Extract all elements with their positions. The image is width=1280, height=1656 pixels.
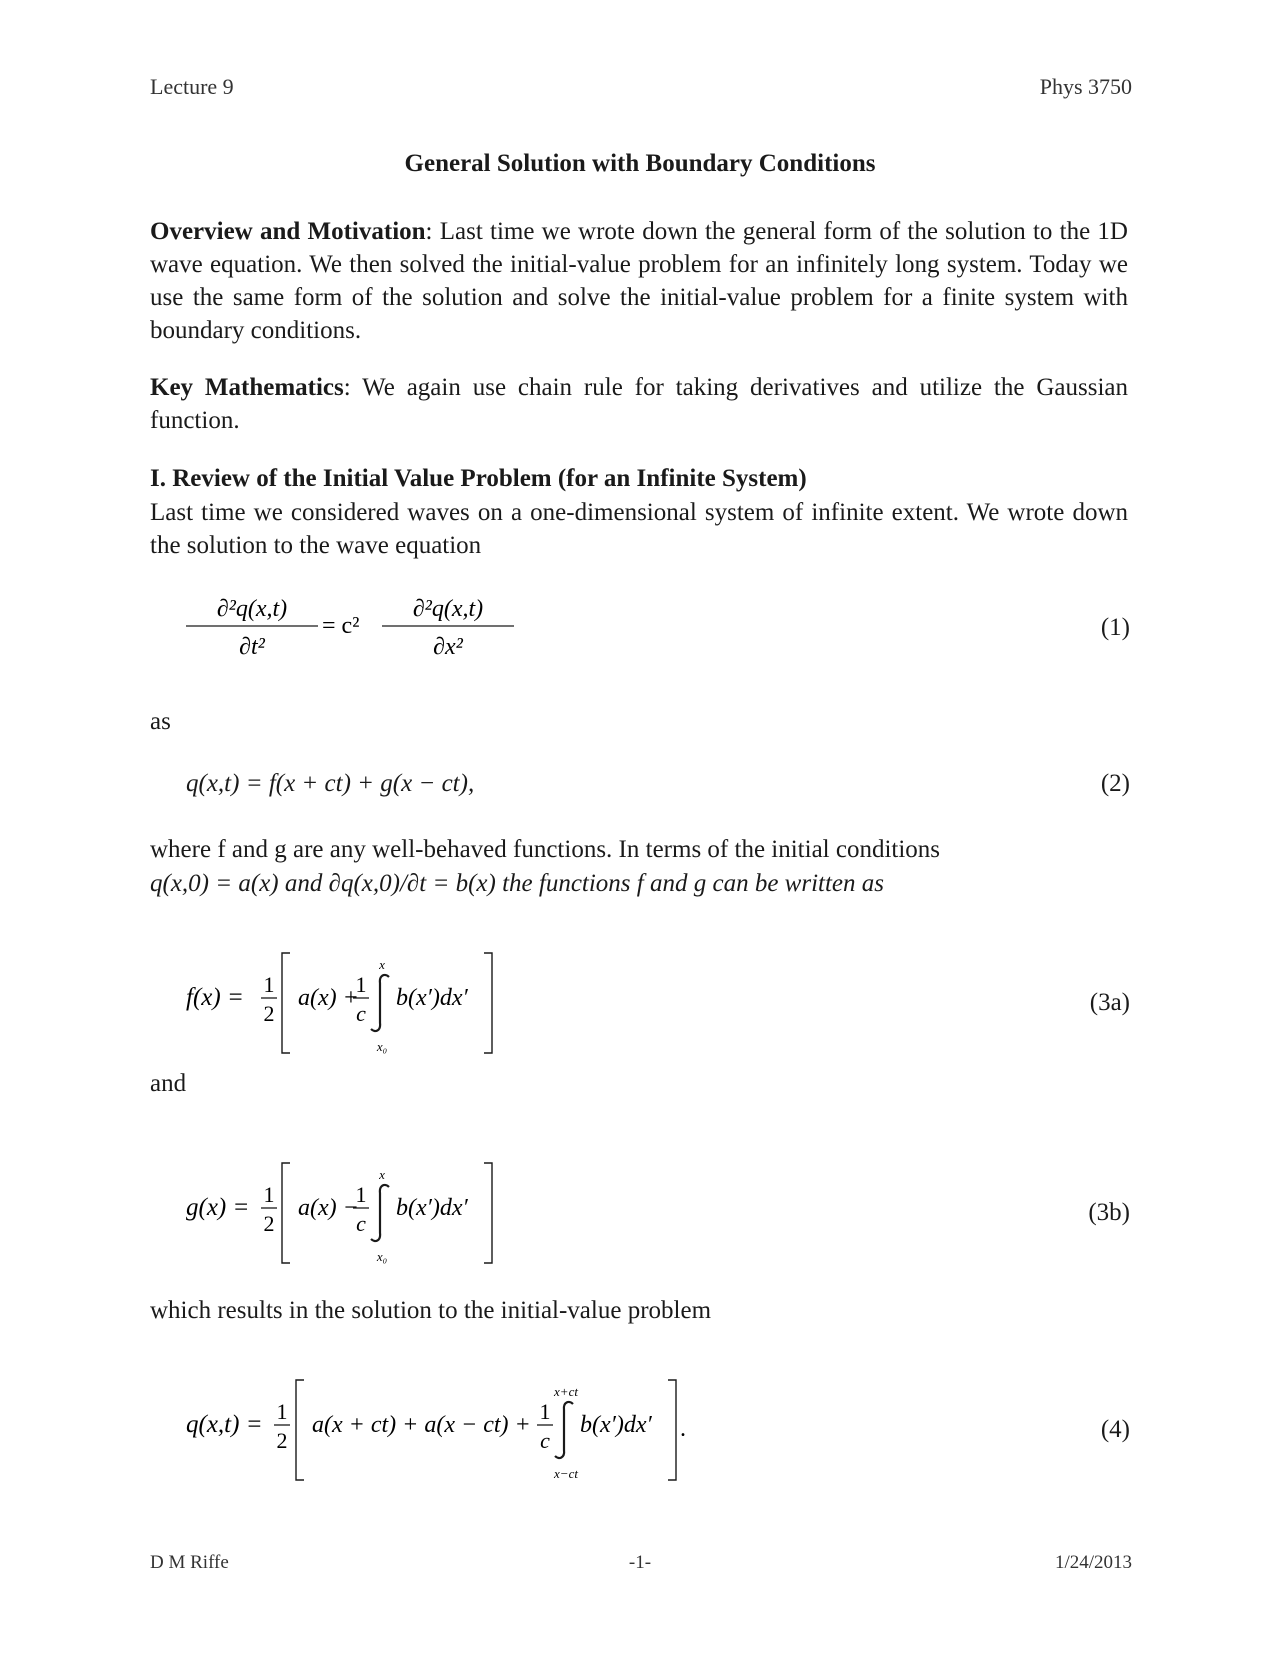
eq4-integral-sign [555,1402,573,1458]
eq3b-integrand: b(x′)dx′ [396,1195,468,1221]
equation-4 [0,1372,1280,1487]
eq4-lhs: q(x,t) = [186,1411,263,1438]
eq4-right-bracket [668,1380,676,1480]
equation-1-formula [180,586,680,676]
eq3b-upper-limit: x [379,1167,385,1182]
eq1-rhs-denominator: ∂x² [433,634,463,660]
eq3a-c-numerator: 1 [355,972,367,997]
eq3b-left-bracket [282,1163,290,1263]
eq3b-half-denominator: 2 [263,1211,275,1236]
overview-label: Overview and Motivation [150,218,426,245]
eq4-left-bracket [296,1380,304,1480]
equation-3b-number: (3b) [1088,1199,1130,1226]
eq3b-term: a(x) − [298,1195,359,1221]
eq1-lhs-denominator: ∂t² [239,634,265,660]
eq3a-integrand: b(x′)dx′ [396,985,468,1011]
equation-2-formula: q(x,t) = f(x + ct) + g(x − ct), [186,770,475,797]
eq3b-right-bracket [484,1163,492,1263]
key-math-paragraph [150,371,1128,437]
header-course: Phys 3750 [1039,74,1132,99]
eq3b-lower-limit: x₀ [376,1249,388,1264]
equation-3b [0,1155,1280,1270]
eq1-equals-c2: = c² [322,613,360,639]
footer-page-number: -1- [628,1552,652,1573]
eq3a-right-bracket [484,953,492,1053]
eq3a-left-bracket [282,953,290,1053]
equation-3b-formula [186,1155,746,1270]
text-initial-conditions: q(x,0) = a(x) and ∂q(x,0)/∂t = b(x) the functions f and g can be written as [150,870,884,897]
eq3b-integral-sign [371,1185,389,1241]
equation-3a-number: (3a) [1089,989,1130,1016]
equation-4-number: (4) [1100,1416,1130,1443]
equation-3a-formula [186,945,746,1060]
eq3b-c-numerator: 1 [355,1182,367,1207]
eq1-rhs-numerator: ∂²q(x,t) [412,596,484,622]
eq4-lower-limit: x−ct [554,1466,578,1481]
key-math-text: : We again use chain rule for taking derivatives and utilize the Gaussian function. [150,374,1128,434]
equation-4-formula [186,1372,806,1487]
section-1-heading: I. Review of the Initial Value Problem (for an Infinite System) [150,465,807,492]
text-results: which results in the solution to the initial-value problem [150,1297,712,1324]
text-where: where f and g are any well-behaved functions. In terms of the initial conditions [150,836,941,863]
text-as: as [150,708,171,735]
eq3a-half-denominator: 2 [263,1001,275,1026]
eq3a-upper-limit: x [379,957,385,972]
eq3b-c-denominator: c [356,1211,366,1236]
eq3a-term: a(x) + [298,985,359,1011]
footer-author: D M Riffe [150,1552,229,1573]
eq3a-c-denominator: c [356,1001,366,1026]
header-lecture: Lecture 9 [150,74,234,99]
eq4-half-denominator: 2 [276,1428,288,1453]
eq4-upper-limit: x+ct [554,1384,578,1399]
page-title: General Solution with Boundary Conditions [404,150,876,177]
overview-text: : Last time we wrote down the general form of the solution to the 1D wave equation. We then solved the initial-value problem for an infinitely long system. Today we use the same form of the solution and solve the initial-value problem for a finite system with boundary conditions. [150,218,1128,344]
eq4-integrand: b(x′)dx′ [580,1412,652,1438]
eq3a-lhs: f(x) = [186,984,244,1011]
text-and: and [150,1070,187,1097]
equation-1 [0,586,1280,706]
eq3a-lower-limit: x₀ [376,1039,388,1054]
eq4-term: a(x + ct) + a(x − ct) + [312,1412,531,1438]
equation-2-number: (2) [1100,770,1130,797]
eq4-tail: . [680,1416,686,1442]
eq3a-integral-sign [371,975,389,1031]
eq1-lhs-numerator: ∂²q(x,t) [216,596,288,622]
equation-3a [0,945,1280,1060]
overview-paragraph [150,215,1128,347]
footer-date: 1/24/2013 [1054,1552,1132,1573]
eq3b-half-numerator: 1 [263,1182,275,1207]
key-math-label: Key Mathematics [150,374,344,401]
equation-1-number: (1) [1100,614,1130,641]
eq4-half-numerator: 1 [276,1399,288,1424]
section-1-intro: Last time we considered waves on a one-dimensional system of infinite extent. We wrote down the solution to the wave equation [150,499,1128,559]
eq3a-half-numerator: 1 [263,972,275,997]
eq4-c-numerator: 1 [539,1399,551,1424]
eq3b-lhs: g(x) = [186,1194,250,1221]
eq4-c-denominator: c [540,1428,550,1453]
